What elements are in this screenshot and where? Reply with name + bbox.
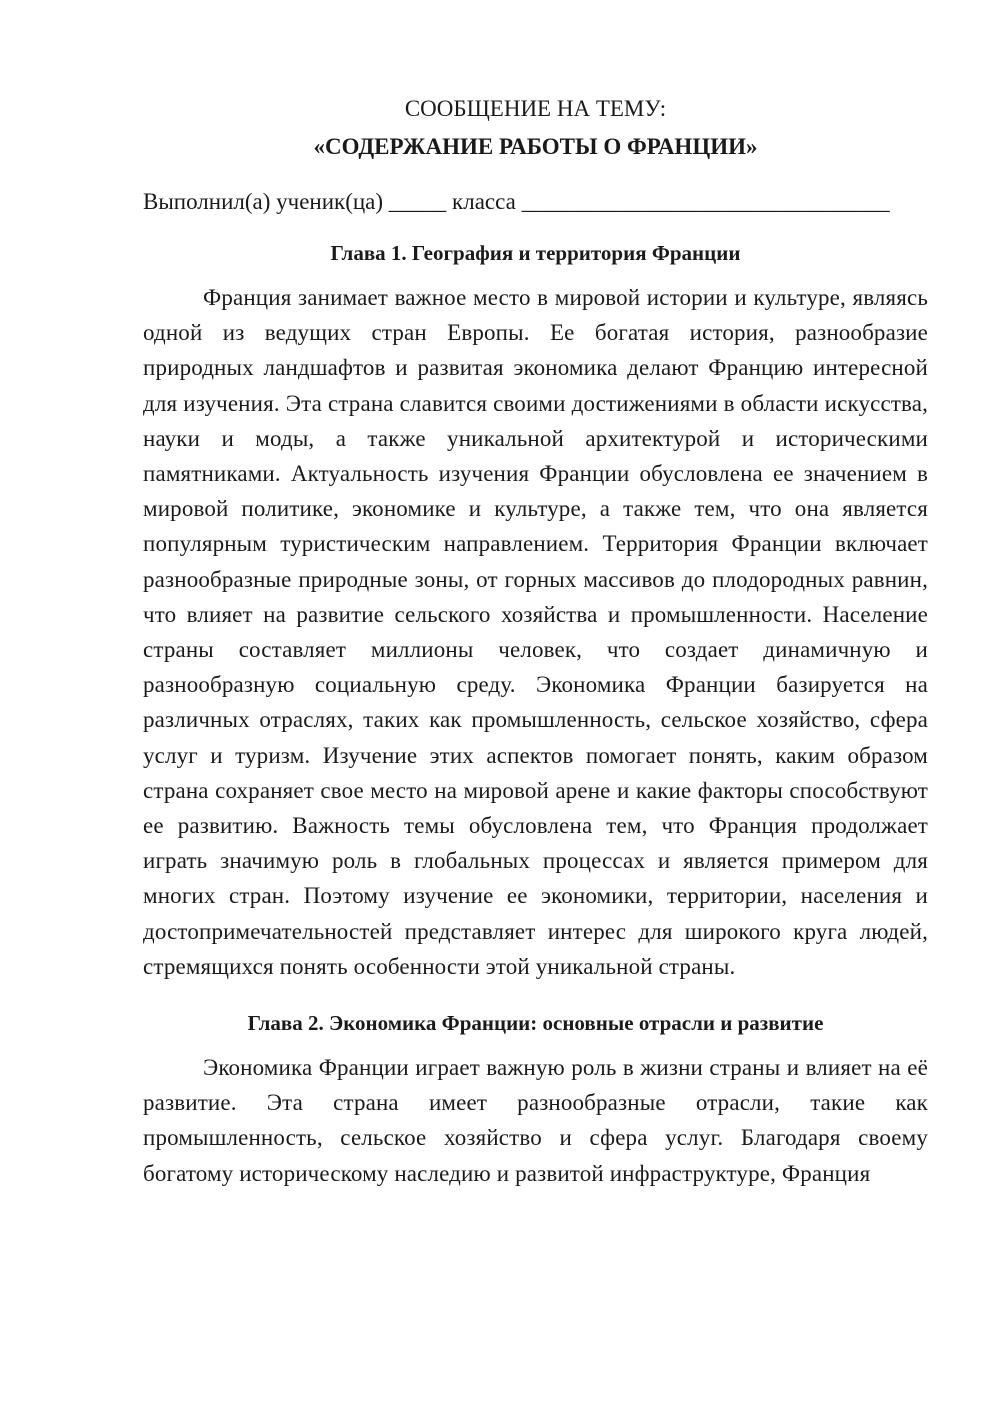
chapter-2-paragraph: Экономика Франции играет важную роль в жизни страны и влияет на её развитие. Эта страна имеет разнообразные отрасли, такие как промышленность, сельское хозяйство и сфера услуг. Благодаря своему богатому историческому наследию и развитой инфраструктуре, Франция: [143, 1055, 928, 1186]
document-page: [143, 90, 928, 1191]
document-title-line: СООБЩЕНИЕ НА ТЕМУ:: [404, 96, 667, 121]
chapter-1-heading: Глава 1. География и территория Франции: [330, 241, 741, 265]
chapter-2-heading: Глава 2. Экономика Франции: основные отрасли и развитие: [247, 1011, 824, 1036]
chapter-1-paragraph: Франция занимает важное место в мировой истории и культуре, являясь одной из ведущих стран Европы. Ее богатая история, разнообразие природных ландшафтов и развитая экономика делают Францию интересной для изучения. Эта страна славится своими достижениями в области искусства, науки и моды, а также уникальной архитектурой и историческими памятниками. Актуальность изучения Франции обусловлена ее значением в мировой политике, экономике и культуре, а также тем, что она является популярным туристическим направлением. Территория Франции включает разнообразные природные зоны, от горных массивов до плодородных равнин, что влияет на развитие сельского хозяйства и промышленности. Население страны составляет миллионы человек, что создает динамичную и разнообразную социальную среду. Экономика Франции базируется на различных отраслях, таких как промышленность, сельское хозяйство, сфера услуг и туризм. Изучение этих аспектов помогает понять, каким образом страна сохраняет свое место на мировой арене и какие факторы способствуют ее развитию. Важность темы обусловлена тем, что Франция продолжает играть значимую роль в глобальных процессах и является примером для многих стран. Поэтому изучение ее экономики, территории, населения и достопримечательностей представляет интерес для широкого круга людей, стремящихся понять особенности этой уникальной страны.: [143, 285, 928, 979]
author-line: Выполнил(а) ученик(ца) _____ класса ________________________________: [143, 189, 890, 214]
document-title: «СОДЕРЖАНИЕ РАБОТЫ О ФРАНЦИИ»: [313, 134, 758, 159]
